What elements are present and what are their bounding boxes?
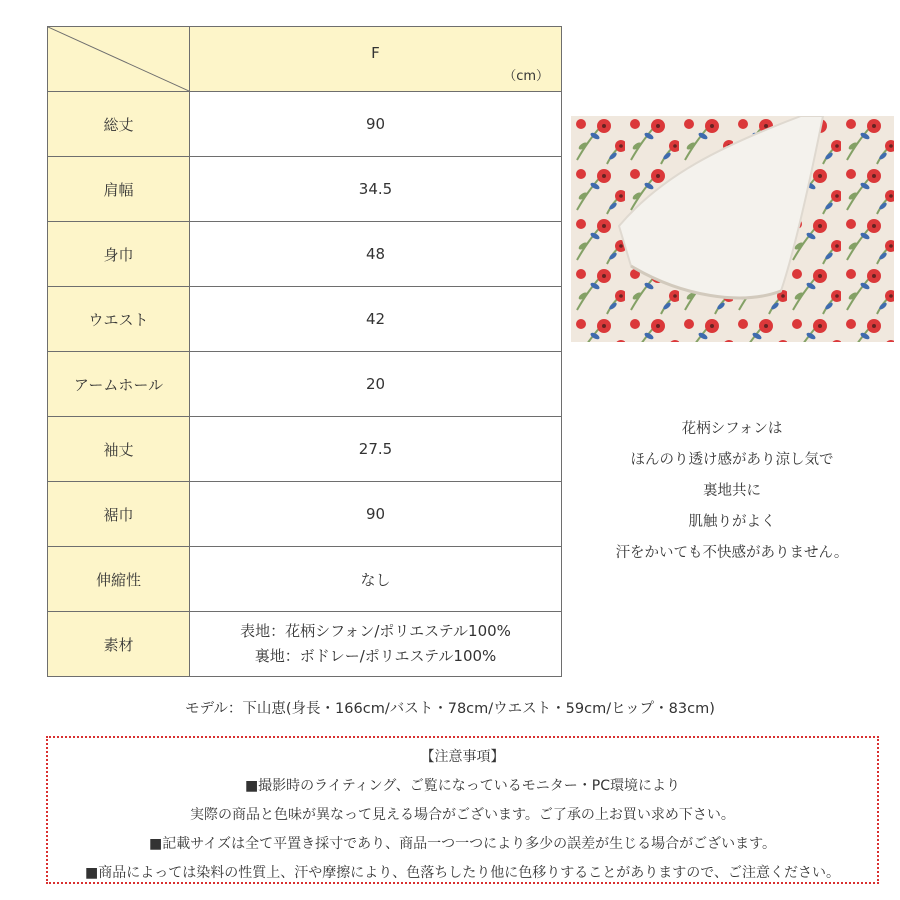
size-header-cell: [190, 27, 562, 92]
fabric-photo: [571, 116, 894, 342]
material-label: 素材: [48, 612, 190, 677]
description-line: 肌触りがよく: [688, 514, 776, 530]
row-label: アームホール: [48, 352, 190, 417]
row-label: 裾巾: [48, 482, 190, 547]
material-line-outer: 表地：花柄シフォン/ポリエステル100%: [240, 622, 511, 640]
notice-line: ■商品によっては染料の性質上、汗や摩擦により、色落ちしたり他に色移りすることがありますので、ご注意ください。: [85, 865, 840, 881]
description-line: 裏地共に: [703, 483, 761, 499]
row-label: 肩幅: [48, 157, 190, 222]
table-row: [48, 287, 562, 352]
notice-line: 実際の商品と色味が異なって見える場合がございます。ご了承の上お買い求め下さい。: [190, 807, 735, 823]
row-value: 90: [190, 92, 562, 157]
product-description: [572, 414, 892, 569]
table-row: [48, 157, 562, 222]
row-value: 34.5: [190, 157, 562, 222]
row-label: 総丈: [48, 92, 190, 157]
row-value: 90: [190, 482, 562, 547]
row-value: 27.5: [190, 417, 562, 482]
table-row: [48, 352, 562, 417]
description-line: 汗をかいても不快感がありません。: [615, 545, 849, 561]
notice-title: 【注意事項】: [420, 749, 505, 765]
table-row: [48, 547, 562, 612]
description-line: ほんのり透け感があり涼し気で: [630, 452, 834, 468]
notice-box: [46, 736, 879, 884]
row-label: 袖丈: [48, 417, 190, 482]
row-value: 20: [190, 352, 562, 417]
table-row: [48, 222, 562, 287]
row-value: なし: [190, 547, 562, 612]
unit-label: （cm）: [503, 69, 549, 84]
row-label: 伸縮性: [48, 547, 190, 612]
model-info: モデル：下山恵(身長・166cm/バスト・78cm/ウエスト・59cm/ヒップ・83cm): [185, 701, 715, 717]
size-label: F: [371, 44, 380, 62]
table-row: [48, 92, 562, 157]
header-corner-cell: [48, 27, 190, 92]
diagonal-line: [48, 27, 189, 91]
table-row: [48, 482, 562, 547]
notice-line: ■撮影時のライティング、ご覧になっているモニター・PC環境により: [244, 778, 681, 794]
row-value: 48: [190, 222, 562, 287]
material-line-lining: 裏地：ボドレー/ポリエステル100%: [254, 647, 497, 665]
material-row: [48, 612, 562, 677]
material-value: [190, 612, 562, 677]
size-table: [47, 26, 562, 677]
floral-chiffon-image: [571, 116, 894, 342]
description-line: 花柄シフォンは: [681, 421, 783, 437]
notice-line: ■記載サイズは全て平置き採寸であり、商品一つ一つにより多少の誤差が生じる場合がございます。: [149, 836, 776, 852]
row-label: ウエスト: [48, 287, 190, 352]
row-value: 42: [190, 287, 562, 352]
row-label: 身巾: [48, 222, 190, 287]
table-header-row: [48, 27, 562, 92]
table-row: [48, 417, 562, 482]
